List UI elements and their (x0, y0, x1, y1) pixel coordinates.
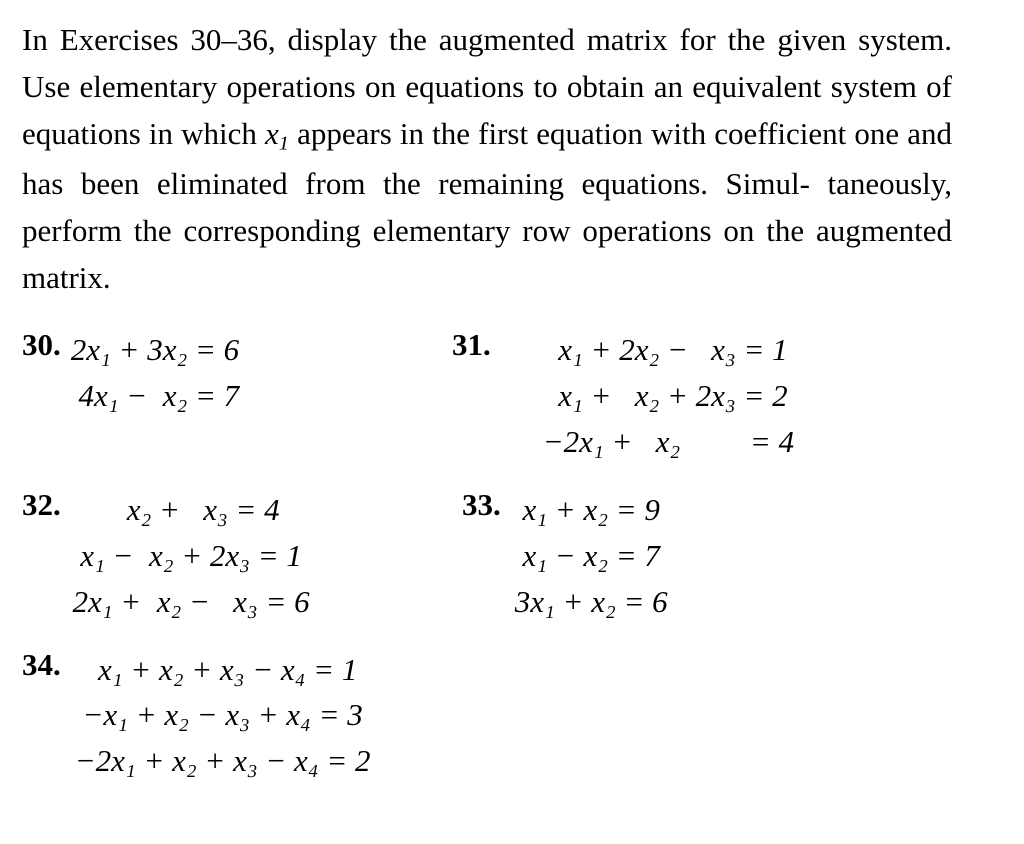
equation-line: −2x₁ + x₂ = 4 (542, 424, 795, 460)
variable-x1-subscript: 1 (278, 132, 290, 155)
exercise-30 (22, 327, 452, 419)
exercise-33 (462, 487, 668, 625)
instructions-line-1: In Exercises 30–36, display the augmented matrix for the (22, 22, 766, 57)
exercise-instructions (22, 16, 952, 301)
instructions-line-3: to obtain an equivalent system of equations in which (22, 69, 952, 152)
instructions-line-4: appears in the first equation with coefficient one and has (22, 116, 952, 202)
equation-line: x₁ + x₂ + x₃ − x₄ = 1 (74, 651, 358, 687)
instructions-line-5: been eliminated from the remaining equations. Simul- (80, 166, 810, 202)
exercise-34-equations (75, 647, 371, 785)
equation-line: x₂ + x₃ = 4 (64, 491, 280, 527)
exercise-30-number: 30. (22, 327, 61, 363)
exercise-row-30-31 (0, 327, 1024, 465)
exercise-30-equations (71, 327, 239, 419)
equation-line: x₁ − x₂ + 2x₃ = 1 (64, 537, 302, 573)
exercise-34 (22, 647, 1024, 785)
exercise-32-equations (65, 487, 310, 625)
equation-line: −x₁ + x₂ − x₃ + x₄ = 3 (74, 697, 363, 733)
equation-line: 4x₁ − x₂ = 7 (70, 378, 240, 414)
exercise-31-number: 31. (452, 327, 491, 363)
equation-line: x₁ + 2x₂ − x₃ = 1 (542, 332, 788, 368)
equation-line: x₁ + x₂ = 9 (514, 491, 660, 527)
exercise-31-equations (543, 327, 794, 465)
equation-line: −2x₁ + x₂ + x₃ − x₄ = 2 (74, 743, 371, 779)
instructions-line-6: taneously, perform the corresponding elementary row (22, 166, 952, 249)
equation-line: x₁ + x₂ + 2x₃ = 2 (542, 378, 788, 414)
instructions-line-2: given system. Use elementary operations on equations (22, 22, 952, 105)
textbook-page (0, 16, 1024, 844)
exercise-33-equations (515, 487, 668, 625)
equation-line: 3x₁ + x₂ = 6 (514, 583, 668, 619)
exercise-34-number: 34. (22, 646, 61, 682)
instructions-line-7: operations on the augmented matrix. (22, 213, 953, 296)
exercise-31 (452, 327, 794, 465)
exercise-32-number: 32. (22, 486, 61, 522)
exercise-33-number: 33. (462, 486, 501, 522)
exercise-row-32-33 (0, 487, 1024, 625)
exercise-32 (22, 487, 462, 625)
equation-line: 2x₁ + 3x₂ = 6 (70, 332, 240, 368)
equation-line: 2x₁ + x₂ − x₃ = 6 (64, 583, 310, 619)
equation-line: x₁ − x₂ = 7 (514, 537, 660, 573)
variable-x1-symbol: x (265, 116, 279, 152)
